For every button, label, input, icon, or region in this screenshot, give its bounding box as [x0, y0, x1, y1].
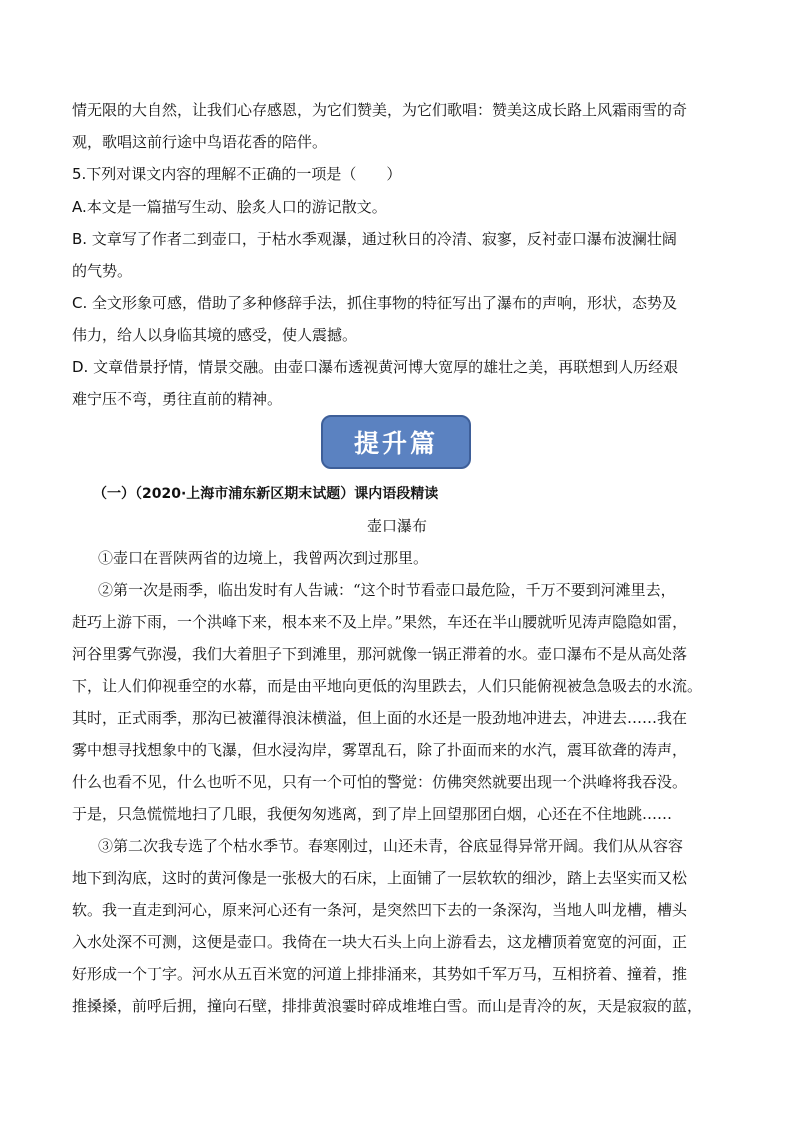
section-title: （一）（2020·上海市浦东新区期末试题）课内语段精读 — [93, 486, 439, 502]
question-option: 的气势。 — [72, 262, 133, 280]
passage-line: 推搡搡，前呼后拥，撞向石壁，排排黄浪霎时碎成堆堆白雪。而山是青冷的灰，天是寂寂的蓝， — [72, 997, 703, 1015]
passage-line: ③第二次我专选了个枯水季节。春寒刚过，山还未青，谷底显得异常开阔。我们从从容容 — [98, 837, 684, 855]
passage-line: 软。我一直走到河心，原来河心还有一条河，是突然凹下去的一条深沟，当地人叫龙槽，槽头 — [72, 901, 688, 919]
section-heading-text: 提升篇 — [353, 429, 438, 458]
passage-line: 下，让人们仰视垂空的水幕，而是由平地向更低的沟里跌去，人们只能俯视被急急吸去的水流。 — [72, 677, 703, 695]
passage-line: 赶巧上游下雨，一个洪峰下来，根本来不及上岸。”果然，车还在半山腰就听见涛声隐隐如雷， — [72, 613, 688, 631]
question-option: C. 全文形象可感，借助了多种修辞手法，抓住事物的特征写出了瀑布的声响，形状，态势及 — [72, 294, 678, 312]
question-option: A.本文是一篇描写生动、脍炙人口的游记散文。 — [72, 198, 387, 216]
passage-line: 入水处深不可测，这便是壶口。我倚在一块大石头上向上游看去，这龙槽顶着宽宽的河面，正 — [72, 933, 688, 951]
passage-line: ②第一次是雨季，临出发时有人告诫：“这个时节看壶口最危险，千万不要到河滩里去， — [98, 581, 676, 599]
section-heading-badge — [321, 415, 471, 469]
passage-line: 于是，只急慌慌地扫了几眼，我便匆匆逃离，到了岸上回望那团白烟，心还在不住地跳…… — [72, 805, 673, 823]
passage-line: 什么也看不见，什么也听不见，只有一个可怕的警觉：仿佛突然就要出现一个洪峰将我吞没。 — [72, 773, 688, 791]
passage-line: 河谷里雾气弥漫，我们大着胆子下到滩里，那河就像一锅正滞着的水。壶口瀑布不是从高处落 — [72, 645, 688, 663]
intro-line: 观，歌唱这前行途中鸟语花香的陪伴。 — [72, 133, 328, 151]
question-option: D. 文章借景抒情，情景交融。由壶口瀑布透视黄河博大宽厚的雄壮之美，再联想到人历经艰 — [72, 358, 679, 376]
question-option: B. 文章写了作者二到壶口，于枯水季观瀑，通过秋日的冷清、寂寥，反衬壶口瀑布波澜壮阔 — [72, 230, 677, 248]
question-option: 难宁压不弯，勇往直前的精神。 — [72, 390, 283, 408]
passage-line: 雾中想寻找想象中的飞瀑，但水浸沟岸，雾罩乱石，除了扑面而来的水汽，震耳欲聋的涛声， — [72, 741, 688, 759]
passage-line: 地下到沟底，这时的黄河像是一张极大的石床，上面铺了一层软软的细沙，踏上去坚实而又松 — [72, 869, 688, 887]
passage-title: 壶口瀑布 — [366, 517, 427, 535]
passage-line: 其时，正式雨季，那沟已被灌得浪沫横溢，但上面的水还是一股劲地冲进去，冲进去……我在 — [72, 709, 688, 727]
intro-line: 情无限的大自然，让我们心存感恩，为它们赞美，为它们歌唱：赞美这成长路上风霜雨雪的奇 — [72, 101, 688, 119]
passage-line: ①壶口在晋陕两省的边境上，我曾两次到过那里。 — [98, 549, 429, 567]
question-stem: 5.下列对课文内容的理解不正确的一项是（ ） — [72, 165, 402, 183]
question-option: 伟力，给人以身临其境的感受，使人震撼。 — [72, 326, 358, 344]
passage-line: 好形成一个丁字。河水从五百米宽的河道上排排涌来，其势如千军万马，互相挤着、撞着，推 — [72, 965, 688, 983]
